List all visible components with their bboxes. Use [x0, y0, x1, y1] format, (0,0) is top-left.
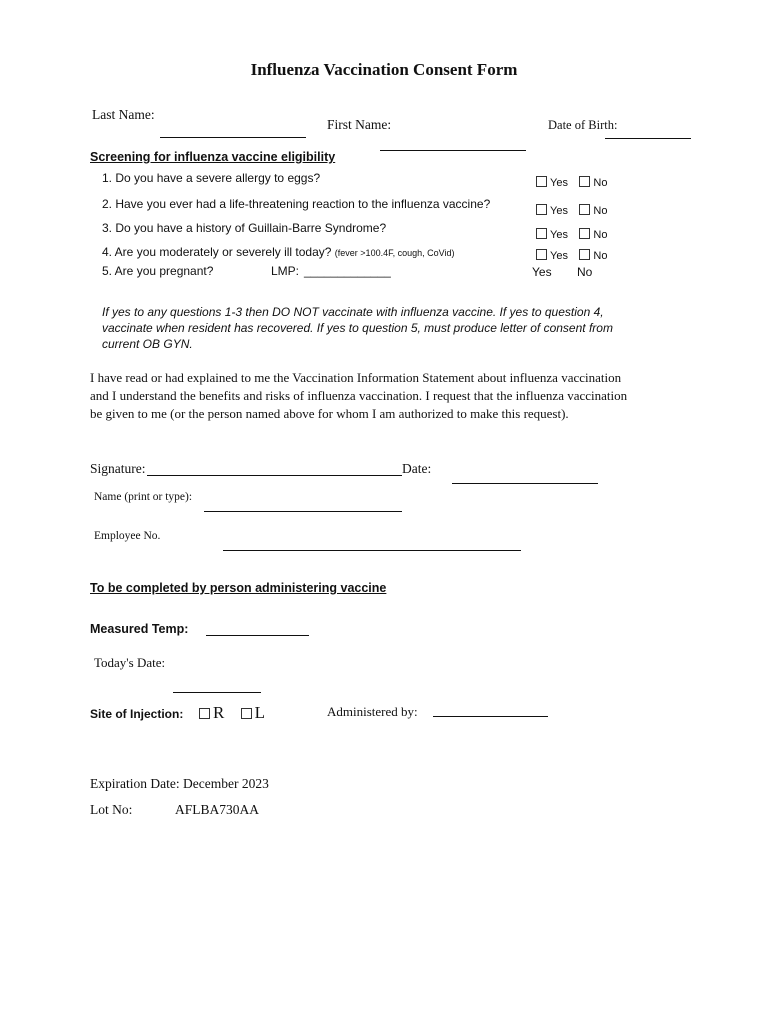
instructions-line: current OB GYN.: [102, 337, 193, 351]
question-5-yes[interactable]: Yes: [532, 265, 552, 279]
question-4-no-checkbox[interactable]: [579, 249, 590, 260]
statement-line: and I understand the benefits and risks of influenza vaccination. I request that the influenza vaccination: [90, 388, 628, 403]
last-name-field[interactable]: [160, 137, 306, 138]
yes-label: Yes: [550, 205, 568, 217]
lmp-label: LMP:: [271, 264, 300, 278]
form-title: Influenza Vaccination Consent Form: [250, 60, 518, 79]
question-4-options: [536, 246, 614, 264]
question-4-yes-checkbox[interactable]: [536, 249, 547, 260]
expiration-label: Expiration Date:: [90, 776, 180, 791]
administered-by-field[interactable]: [433, 716, 548, 717]
question-4-note: (fever >100.4F, cough, CoVid): [334, 248, 455, 258]
question-3-options: [536, 225, 614, 243]
question-3-yes-checkbox[interactable]: [536, 228, 547, 239]
question-1-no-checkbox[interactable]: [579, 176, 590, 187]
lot-label: Lot No:: [90, 802, 133, 817]
question-2-options: [536, 201, 614, 219]
no-label: No: [593, 229, 608, 241]
statement-line: I have read or had explained to me the Vaccination Information Statement about influenza vaccination: [90, 370, 622, 385]
screening-heading: Screening for influenza vaccine eligibility: [90, 150, 336, 164]
instructions-line: If yes to any questions 1-3 then DO NOT vaccinate with influenza vaccine. If yes to question 4,: [102, 305, 604, 319]
question-4-text: 4. Are you moderately or severely ill today?: [102, 245, 332, 259]
measured-temp-label: Measured Temp:: [90, 622, 189, 636]
dob-field[interactable]: [605, 138, 691, 139]
site-options: [199, 703, 265, 723]
question-1: 1. Do you have a severe allergy to eggs?: [102, 171, 321, 185]
lot-value: AFLBA730AA: [175, 802, 260, 817]
todays-date-label: Today's Date:: [94, 655, 166, 670]
no-label: No: [593, 177, 608, 189]
yes-label: Yes: [550, 250, 568, 262]
yes-label: Yes: [550, 177, 568, 189]
signature-label: Signature:: [90, 461, 146, 476]
expiration-row: [90, 776, 269, 792]
question-2-yes-checkbox[interactable]: [536, 204, 547, 215]
site-left-label: L: [254, 703, 265, 722]
name-print-field[interactable]: [204, 511, 402, 512]
question-1-options: [536, 173, 614, 191]
signature-field[interactable]: [147, 475, 402, 476]
no-label: No: [593, 250, 608, 262]
date-field[interactable]: [452, 483, 598, 484]
question-2-no-checkbox[interactable]: [579, 204, 590, 215]
date-label: Date:: [402, 461, 432, 476]
lmp-field[interactable]: _____________: [304, 264, 391, 278]
site-of-injection-label: Site of Injection:: [90, 707, 184, 721]
question-2: 2. Have you ever had a life-threatening reaction to the influenza vaccine?: [102, 197, 491, 211]
employee-no-field[interactable]: [223, 550, 521, 551]
statement-line: be given to me (or the person named above for whom I am authorized to make this request).: [90, 406, 569, 421]
dob-label: Date of Birth:: [548, 118, 618, 132]
admin-heading: To be completed by person administering vaccine: [90, 581, 387, 595]
measured-temp-field[interactable]: [206, 635, 309, 636]
expiration-value: December 2023: [182, 776, 269, 791]
instructions-line: vaccinate when resident has recovered. If yes to question 5, must produce letter of consent from: [102, 321, 613, 335]
site-right-label: R: [213, 703, 225, 722]
site-right-checkbox[interactable]: [199, 708, 210, 719]
todays-date-field[interactable]: [173, 692, 261, 693]
question-3: 3. Do you have a history of Guillain-Barre Syndrome?: [102, 221, 387, 235]
administered-by-label: Administered by:: [327, 704, 418, 719]
question-1-yes-checkbox[interactable]: [536, 176, 547, 187]
yes-label: Yes: [550, 229, 568, 241]
instructions: [102, 304, 613, 352]
consent-statement: [90, 369, 627, 423]
question-4: [102, 245, 454, 259]
question-5: 5. Are you pregnant?: [102, 264, 214, 278]
question-5-no[interactable]: No: [577, 265, 593, 279]
site-left-checkbox[interactable]: [241, 708, 252, 719]
name-print-label: Name (print or type):: [94, 491, 193, 503]
employee-no-label: Employee No.: [94, 530, 161, 542]
first-name-field[interactable]: [380, 150, 526, 151]
question-3-no-checkbox[interactable]: [579, 228, 590, 239]
first-name-label: First Name:: [327, 117, 392, 132]
last-name-label: Last Name:: [92, 107, 155, 122]
no-label: No: [593, 205, 608, 217]
